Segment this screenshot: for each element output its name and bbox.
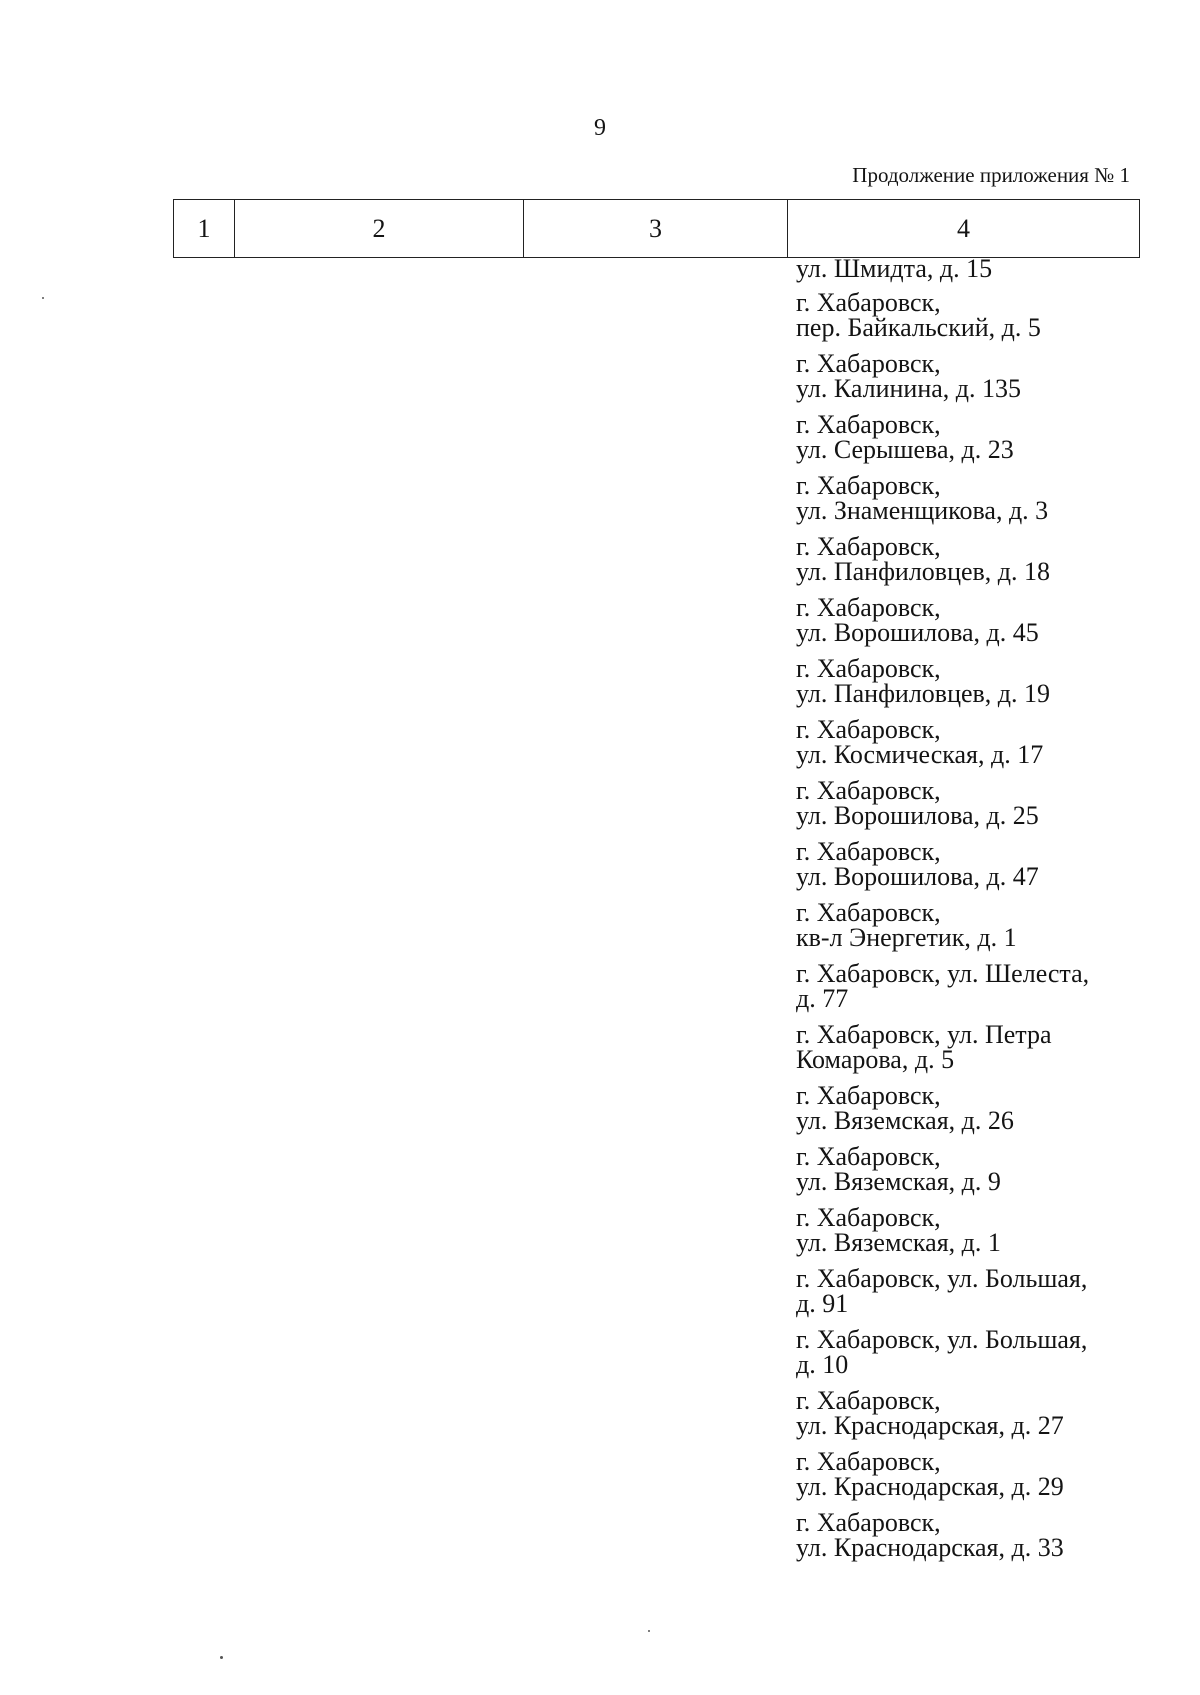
scan-speck — [648, 1630, 650, 1632]
address-line-city: г. Хабаровск, — [796, 654, 941, 683]
address-line-street: ул. Панфиловцев, д. 18 — [796, 557, 1051, 586]
address-entry — [796, 778, 1136, 828]
address-entry — [796, 1388, 1136, 1438]
address-line-city: г. Хабаровск, — [796, 1508, 941, 1537]
scan-speck — [220, 1656, 223, 1659]
address-entry — [796, 1266, 1136, 1316]
address-entry — [796, 534, 1136, 584]
address-line-street: ул. Краснодарская, д. 27 — [796, 1411, 1064, 1440]
address-line-street: ул. Вяземская, д. 26 — [796, 1106, 1014, 1135]
address-line-city: г. Хабаровск, — [796, 776, 941, 805]
address-line-city: г. Хабаровск, — [796, 349, 941, 378]
address-line-city: г. Хабаровск, — [796, 471, 941, 500]
address-entry — [796, 1144, 1136, 1194]
address-line-city: г. Хабаровск, — [796, 1203, 941, 1232]
continuation-note: Продолжение приложения № 1 — [852, 163, 1130, 187]
address-line-street: д. 91 — [796, 1289, 849, 1318]
address-entry — [796, 656, 1136, 706]
address-line-street: ул. Ворошилова, д. 47 — [796, 862, 1039, 891]
address-line-street: ул. Вяземская, д. 9 — [796, 1167, 1001, 1196]
address-line-city: г. Хабаровск, — [796, 837, 941, 866]
address-line-street: ул. Космическая, д. 17 — [796, 740, 1044, 769]
address-entry — [796, 412, 1136, 462]
address-line-city: г. Хабаровск, — [796, 1447, 941, 1476]
address-line-city: г. Хабаровск, ул. Петра — [796, 1020, 1052, 1049]
address-entry — [796, 1083, 1136, 1133]
address-line-street: ул. Ворошилова, д. 45 — [796, 618, 1039, 647]
address-line-city: г. Хабаровск, — [796, 288, 941, 317]
address-line-street: кв-л Энергетик, д. 1 — [796, 923, 1017, 952]
column-2-number: 2 — [235, 200, 524, 258]
address-entry — [796, 473, 1136, 523]
column-number-header-table — [173, 199, 1140, 258]
address-entry — [796, 1205, 1136, 1255]
address-line-city: г. Хабаровск, — [796, 410, 941, 439]
address-entry — [796, 961, 1136, 1011]
address-line-street: ул. Краснодарская, д. 33 — [796, 1533, 1064, 1562]
address-line-street: д. 77 — [796, 984, 849, 1013]
column-4-number: 4 — [788, 200, 1140, 258]
address-line-city: г. Хабаровск, ул. Шелеста, — [796, 959, 1090, 988]
address-continuation-line: ул. Шмидта, д. 15 — [796, 254, 993, 283]
address-entry — [796, 351, 1136, 401]
page-number: 9 — [594, 115, 606, 141]
table-header-row — [174, 200, 1140, 258]
address-line-city: г. Хабаровск, — [796, 532, 941, 561]
address-line-street: ул. Ворошилова, д. 25 — [796, 801, 1039, 830]
column-3-number: 3 — [524, 200, 788, 258]
column-1-number: 1 — [174, 200, 235, 258]
address-line-city: г. Хабаровск, ул. Большая, — [796, 1325, 1088, 1354]
address-entry — [796, 290, 1136, 340]
address-line-city: г. Хабаровск, — [796, 715, 941, 744]
address-entry — [796, 900, 1136, 950]
address-entry — [796, 1327, 1136, 1377]
address-line-street: ул. Краснодарская, д. 29 — [796, 1472, 1064, 1501]
address-line-street: ул. Панфиловцев, д. 19 — [796, 679, 1051, 708]
address-line-city: г. Хабаровск, — [796, 593, 941, 622]
address-line-city: г. Хабаровск, — [796, 1142, 941, 1171]
address-line-street: ул. Калинина, д. 135 — [796, 374, 1021, 403]
address-line-city: г. Хабаровск, ул. Большая, — [796, 1264, 1088, 1293]
address-entry — [796, 717, 1136, 767]
address-line-street: ул. Серышева, д. 23 — [796, 435, 1014, 464]
address-line-street: пер. Байкальский, д. 5 — [796, 313, 1041, 342]
address-entry — [796, 839, 1136, 889]
address-line-city: г. Хабаровск, — [796, 1386, 941, 1415]
address-line-street: ул. Вяземская, д. 1 — [796, 1228, 1001, 1257]
address-line-city: г. Хабаровск, — [796, 898, 941, 927]
address-list — [796, 256, 1136, 1571]
address-entry — [796, 1510, 1136, 1560]
address-line-city: г. Хабаровск, — [796, 1081, 941, 1110]
address-entry — [796, 1022, 1136, 1072]
address-line-street: д. 10 — [796, 1350, 849, 1379]
address-line-street: ул. Знаменщикова, д. 3 — [796, 496, 1049, 525]
address-entry — [796, 595, 1136, 645]
scan-speck — [42, 297, 44, 299]
address-line-street: Комарова, д. 5 — [796, 1045, 955, 1074]
address-entry — [796, 1449, 1136, 1499]
